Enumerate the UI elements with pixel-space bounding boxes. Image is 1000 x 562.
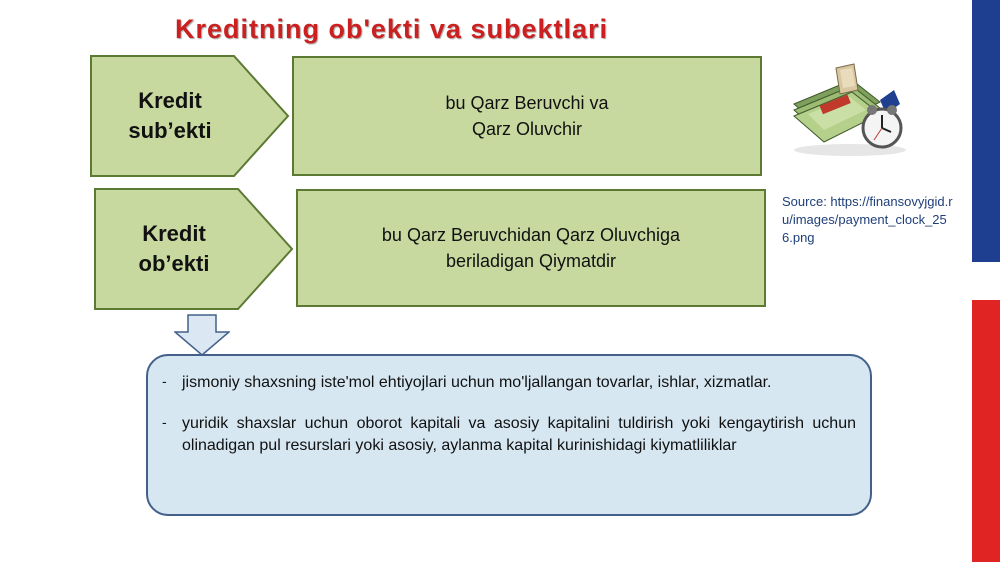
object-definition-box (296, 189, 766, 307)
list-item-text: yuridik shaxslar uchun oborot kapitali va asosiy kapitalini tuldirish yoki kengaytirish uchun olinadigan pul resurslari yoki asosiy, aylanma kapital kurinishidagi kiymatliliklar (182, 414, 856, 455)
list-item-text: jismoniy shaxsning iste'mol ehtiyojlari uchun mo'ljallangan tovarlar, ishlar, xizmatlar. (182, 374, 772, 391)
list-bullet: - (162, 413, 167, 430)
down-arrow-icon (174, 314, 230, 356)
list-item (162, 372, 856, 395)
side-bar-red (972, 300, 1000, 562)
subject-definition: bu Qarz Beruvchi va Qarz Oluvchir (445, 92, 609, 139)
money-clock-icon (788, 60, 910, 160)
object-definition: bu Qarz Beruvchidan Qarz Oluvchiga beriladigan Qiymatdir (381, 224, 681, 271)
credit-object-list (146, 354, 872, 516)
object-label: Kredit ob’ekti (138, 221, 210, 276)
subject-definition-box (292, 56, 762, 176)
list-item (162, 413, 856, 458)
subject-arrow (90, 55, 290, 177)
side-bar-blue (972, 0, 1000, 262)
subject-label: Kredit sub’ekti (128, 88, 212, 143)
list-bullet: - (162, 373, 167, 389)
image-source-caption: Source: https://finansovyjgid.ru/images/payment_clock_256.png (782, 194, 953, 245)
slide-title: Kreditning ob'ekti va subektlari (175, 14, 609, 44)
object-arrow (94, 188, 294, 310)
